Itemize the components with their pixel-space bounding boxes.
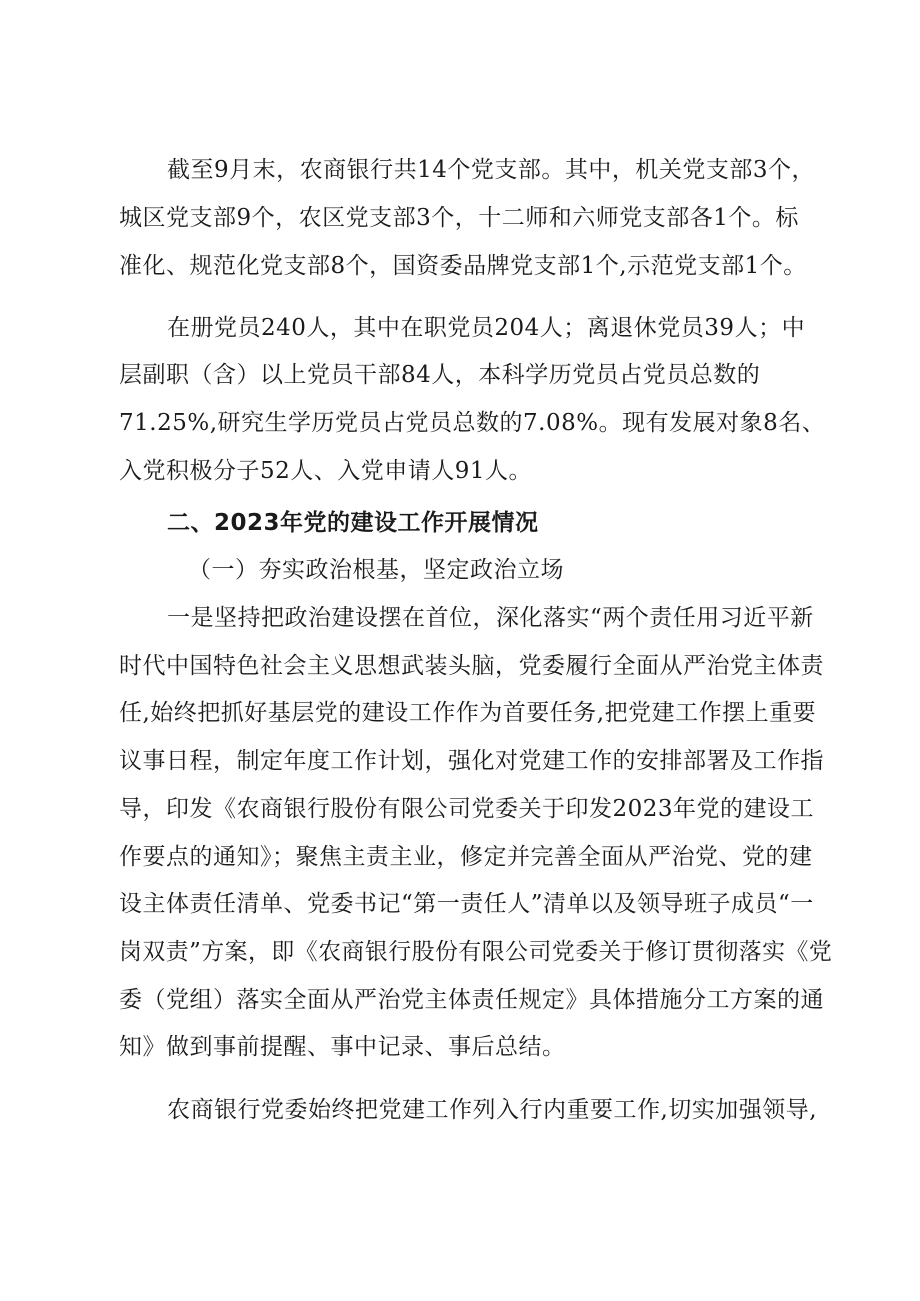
paragraph-2-line-1: 在册党员240人，其中在职党员204人；离退休党员39人；中 <box>167 315 806 341</box>
paragraph-1-line-2: 城区党支部9个，农区党支部3个，十二师和六师党支部各1个。标 <box>119 205 799 231</box>
subsection-heading: （一）夯实政治根基，坚定政治立场 <box>188 557 564 583</box>
paragraph-3-line-10: 知》做到事前提醒、事中记录、事后总结。 <box>119 1034 566 1060</box>
paragraph-3-line-4: 议事日程，制定年度工作计划，强化对党建工作的安排部署及工作指 <box>119 748 824 774</box>
paragraph-3-line-1: 一是坚持把政治建设摆在首位，深化落实“两个责任用习近平新 <box>167 605 814 631</box>
paragraph-3-line-3: 任,始终把抓好基层党的建设工作作为首要任务,把党建工作摆上重要 <box>119 700 817 726</box>
paragraph-2-line-3: 71.25%,研究生学历党员占党员总数的7.08%。现有发展对象8名、 <box>119 410 826 436</box>
paragraph-3-line-9: 委（党组）落实全面从严治党主体责任规定》具体措施分工方案的通 <box>119 987 824 1013</box>
paragraph-3-line-5: 导，印发《农商银行股份有限公司党委关于印发2023年党的建设工 <box>119 796 815 822</box>
paragraph-2-line-4: 入党积极分子52人、入党申请人91人。 <box>119 458 533 484</box>
section-heading: 二、2023年党的建设工作开展情况 <box>167 510 539 536</box>
paragraph-3-line-6: 作要点的通知》；聚焦主责主业，修定并完善全面从严治党、党的建 <box>119 844 813 870</box>
paragraph-3-line-8: 岗双责”方案，即《农商银行股份有限公司党委关于修订贯彻落实《党 <box>119 939 833 965</box>
paragraph-3-line-7: 设主体责任清单、党委书记“第一责任人”清单以及领导班子成员“一 <box>119 891 814 917</box>
paragraph-1-line-1: 截至9月末，农商银行共14个党支部。其中，机关党支部3个， <box>167 157 816 183</box>
paragraph-4-line-1: 农商银行党委始终把党建工作列入行内重要工作,切实加强领导, <box>167 1097 818 1123</box>
paragraph-1-line-3: 准化、规范化党支部8个，国资委品牌党支部1个,示范党支部1个。 <box>119 253 807 279</box>
paragraph-2-line-2: 层副职（含）以上党员干部84人，本科学历党员占党员总数的 <box>119 362 761 388</box>
paragraph-3-line-2: 时代中国特色社会主义思想武装头脑，党委履行全面从严治党主体责 <box>119 653 824 679</box>
